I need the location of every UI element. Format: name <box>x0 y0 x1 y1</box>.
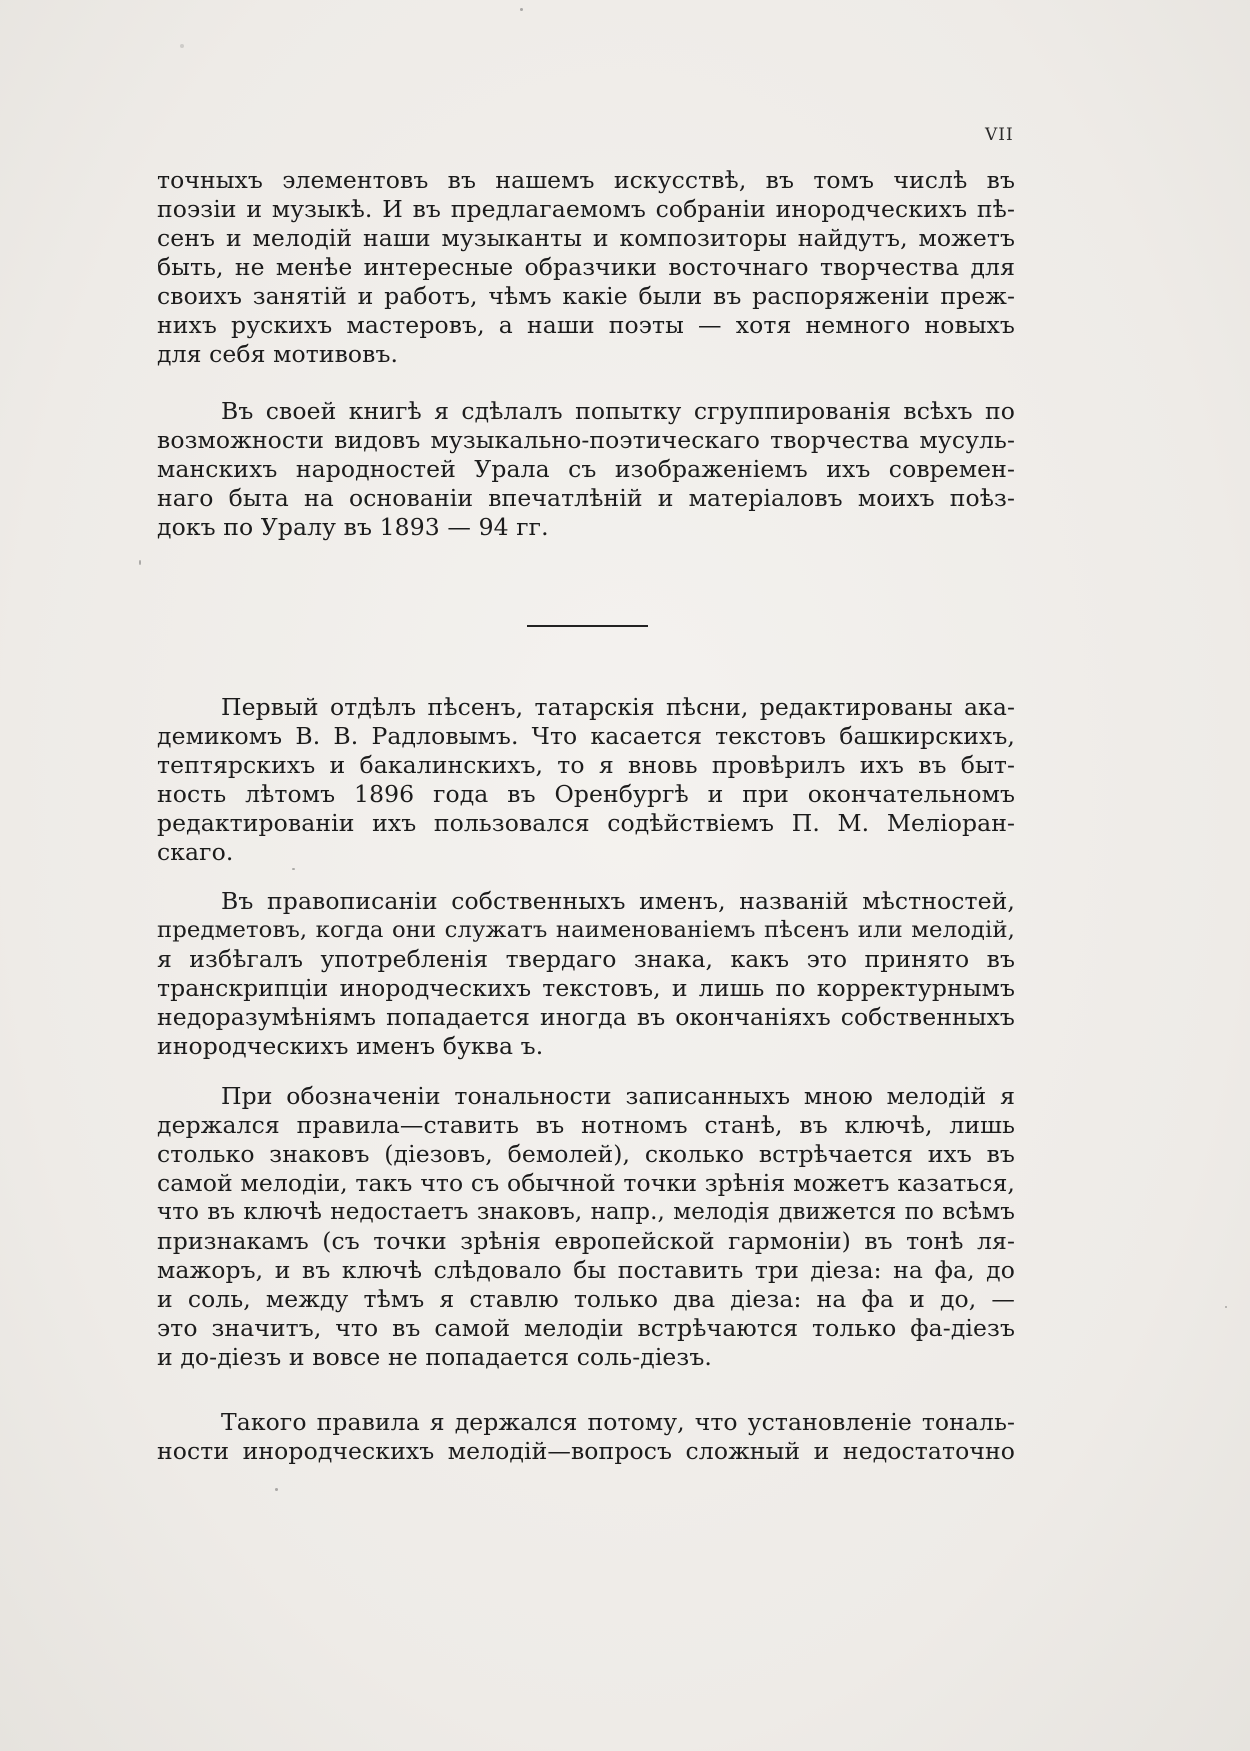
paragraph-tonality <box>157 1082 1015 1372</box>
scan-speck <box>520 8 523 11</box>
paragraph-continuation <box>157 166 1015 369</box>
text-line: мажоръ, и въ ключѣ слѣдовало бы поставить три діеза: на фа, до <box>157 1256 1015 1284</box>
text-line: ности инородческихъ мелодій—вопросъ сложный и недостаточно <box>157 1437 1015 1465</box>
text-line: скаго. <box>157 838 234 866</box>
text-line: При обозначеніи тональности записанныхъ мною мелодій я <box>221 1082 1015 1110</box>
text-line: Въ своей книгѣ я сдѣлалъ попытку сгруппированія всѣхъ по <box>221 397 1015 425</box>
text-line: транскрипціи инородческихъ текстовъ, и лишь по корректурнымъ <box>157 974 1015 1002</box>
text-line: Первый отдѣлъ пѣсенъ, татарскія пѣсни, редактированы ака- <box>221 693 1015 721</box>
scan-speck <box>139 560 141 565</box>
text-line: сенъ и мелодій наши музыканты и композиторы найдутъ, можетъ <box>157 224 1015 252</box>
paragraph-rule-reason <box>157 1408 1015 1466</box>
text-line: быть, не менѣе интересные образчики восточнаго творчества для <box>157 253 1015 281</box>
text-line: ность лѣтомъ 1896 года въ Оренбургѣ и при окончательномъ <box>157 780 1015 808</box>
text-line: точныхъ элементовъ въ нашемъ искусствѣ, въ томъ числѣ въ <box>157 166 1015 194</box>
scan-speck <box>180 44 184 48</box>
text-line: демикомъ В. В. Радловымъ. Что касается текстовъ башкирскихъ, <box>157 722 1015 750</box>
text-line: наго быта на основаніи впечатлѣній и матеріаловъ моихъ поѣз- <box>157 484 1015 512</box>
text-line: Въ правописаніи собственныхъ именъ, названій мѣстностей, <box>221 887 1015 915</box>
text-line: нихъ рускихъ мастеровъ, а наши поэты — хотя немного новыхъ <box>157 311 1015 339</box>
text-line: поэзіи и музыкѣ. И въ предлагаемомъ собраніи инородческихъ пѣ- <box>157 195 1015 223</box>
paragraph-book-purpose <box>157 397 1015 542</box>
paragraph-editing <box>157 693 1015 867</box>
text-line: я избѣгалъ употребленія твердаго знака, какъ это принято въ <box>157 945 1015 973</box>
text-line: для себя мотивовъ. <box>157 340 399 368</box>
scan-speck <box>292 868 295 870</box>
section-divider <box>527 625 648 627</box>
text-line: редактированіи ихъ пользовался содѣйствіемъ П. М. Меліоран- <box>157 809 1015 837</box>
text-line: возможности видовъ музыкально-поэтическаго творчества мусуль- <box>157 426 1015 454</box>
text-line: и соль, между тѣмъ я ставлю только два діеза: на фа и до, — <box>157 1285 1015 1313</box>
text-line: манскихъ народностей Урала съ изображеніемъ ихъ современ- <box>157 455 1015 483</box>
scan-speck <box>275 1488 278 1491</box>
text-line: инородческихъ именъ буква ъ. <box>157 1032 544 1060</box>
text-line: самой мелодіи, такъ что съ обычной точки зрѣнія можетъ казаться, <box>157 1169 1015 1197</box>
text-line: докъ по Уралу въ 1893 — 94 гг. <box>157 513 549 541</box>
text-line: столько знаковъ (діезовъ, бемолей), сколько встрѣчается ихъ въ <box>157 1140 1015 1168</box>
text-line: тептярскихъ и бакалинскихъ, то я вновь провѣрилъ ихъ въ быт- <box>157 751 1015 779</box>
text-line: что въ ключѣ недостаетъ знаковъ, напр., мелодія движется по всѣмъ <box>157 1199 1015 1225</box>
text-line: Такого правила я держался потому, что установленіе тональ- <box>221 1408 1015 1436</box>
text-line: недоразумѣніямъ попадается иногда въ окончаніяхъ собственныхъ <box>157 1003 1015 1031</box>
text-line: и до-діезъ и вовсе не попадается соль-діезъ. <box>157 1343 712 1371</box>
text-line: предметовъ, когда они служатъ наименованіемъ пѣсенъ или мелодій, <box>157 917 1015 943</box>
page-number: VII <box>985 125 1014 145</box>
text-line: это значитъ, что въ самой мелодіи встрѣчаются только фа-діезъ <box>157 1314 1015 1342</box>
scan-speck <box>1225 1306 1227 1308</box>
paragraph-orthography <box>157 887 1015 1061</box>
text-line: своихъ занятій и работъ, чѣмъ какіе были въ распоряженіи преж- <box>157 282 1015 310</box>
text-line: держался правила—ставить въ нотномъ станѣ, въ ключѣ, лишь <box>157 1111 1015 1139</box>
text-line: признакамъ (съ точки зрѣнія европейской гармоніи) въ тонѣ ля- <box>157 1227 1015 1255</box>
